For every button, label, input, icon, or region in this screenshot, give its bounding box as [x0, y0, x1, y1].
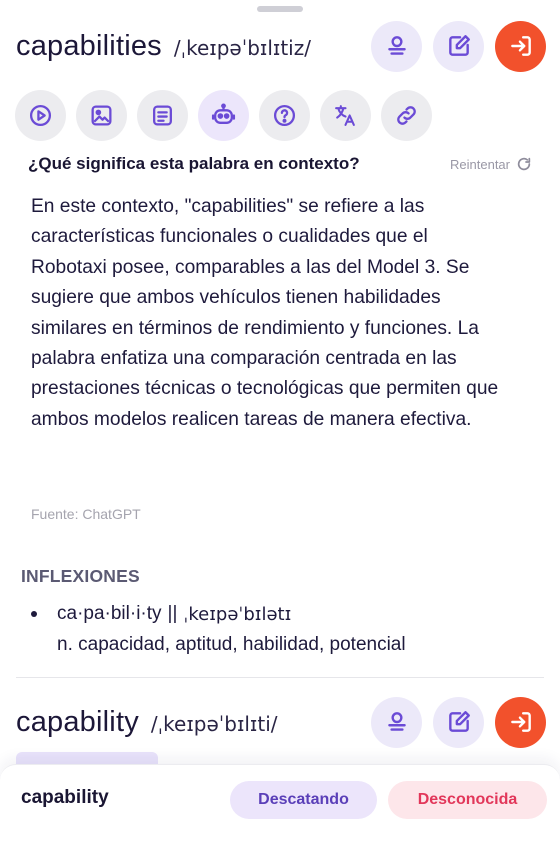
inflection-item	[31, 600, 511, 656]
context-question: ¿Qué significa esta palabra en contexto?	[28, 154, 360, 173]
tab-translate[interactable]	[320, 90, 371, 141]
entry-actions-2	[371, 697, 546, 748]
refresh-icon	[516, 156, 532, 172]
inflection-syllables: ca·pa·bil·i·ty	[57, 603, 162, 624]
search-user-icon	[384, 33, 410, 59]
entry-word: capabilities	[16, 29, 162, 62]
help-icon	[272, 103, 297, 128]
tab-play[interactable]	[15, 90, 66, 141]
robot-icon	[211, 103, 236, 128]
bullet	[31, 611, 37, 617]
tab-robot[interactable]	[198, 90, 249, 141]
retry-label: Reintentar	[450, 156, 510, 172]
sheet-grabber[interactable]	[257, 6, 303, 12]
search-user-button[interactable]	[371, 21, 422, 72]
entry-word-2: capability	[16, 705, 139, 738]
content-tabs	[15, 90, 432, 141]
tab-help[interactable]	[259, 90, 310, 141]
unknown-button[interactable]: Desconocida	[388, 781, 547, 819]
inflections-title: INFLEXIONES	[21, 566, 140, 586]
edit-note-icon	[446, 709, 472, 735]
context-question-row	[28, 152, 532, 176]
context-answer: En este contexto, "capabilities" se refiere a las características funcionales o cualidades que el Robotaxi posee, comparables a las del Model 3. Se sugiere que ambos vehículos tienen habilidades similares en términos de rendimiento y funciones. La palabra enfatiza una comparación centrada en las prestaciones técnicas o tecnológicas que permiten que ambos modelos realicen tareas de manera efectiva.	[31, 196, 499, 430]
exit-button[interactable]	[495, 21, 546, 72]
answer-source: Fuente: ChatGPT	[31, 506, 141, 522]
entry-actions	[371, 21, 546, 72]
translate-icon	[333, 103, 358, 128]
search-user-icon	[384, 709, 410, 735]
search-user-button-2[interactable]	[371, 697, 422, 748]
inflection-separator: ||	[167, 603, 178, 624]
edit-note-icon	[446, 33, 472, 59]
entry-divider	[16, 677, 544, 678]
inflection-definition: n. capacidad, aptitud, habilidad, potencial	[57, 634, 406, 655]
exit-button-2[interactable]	[495, 697, 546, 748]
image-icon	[89, 103, 114, 128]
entry-ipa-2: /ˌkeɪpəˈbɪlɪti/	[150, 712, 278, 736]
entry-header	[16, 18, 546, 74]
link-icon	[394, 103, 419, 128]
current-word: capability	[21, 787, 109, 808]
edit-note-button[interactable]	[433, 21, 484, 72]
retry-button[interactable]	[450, 156, 532, 172]
entry-ipa: /ˌkeɪpəˈbɪlɪtiz/	[173, 36, 311, 60]
tab-link[interactable]	[381, 90, 432, 141]
play-icon	[28, 103, 53, 128]
discard-button[interactable]: Descatando	[230, 781, 377, 819]
exit-icon	[508, 709, 534, 735]
bottom-action-bar	[0, 764, 560, 854]
tab-image[interactable]	[76, 90, 127, 141]
document-icon	[150, 103, 175, 128]
exit-icon	[508, 33, 534, 59]
inflection-pronunciation: ˌkeɪpəˈbɪlətɪ	[183, 603, 292, 625]
edit-note-button-2[interactable]	[433, 697, 484, 748]
tab-document[interactable]	[137, 90, 188, 141]
entry-header-2	[16, 694, 546, 750]
